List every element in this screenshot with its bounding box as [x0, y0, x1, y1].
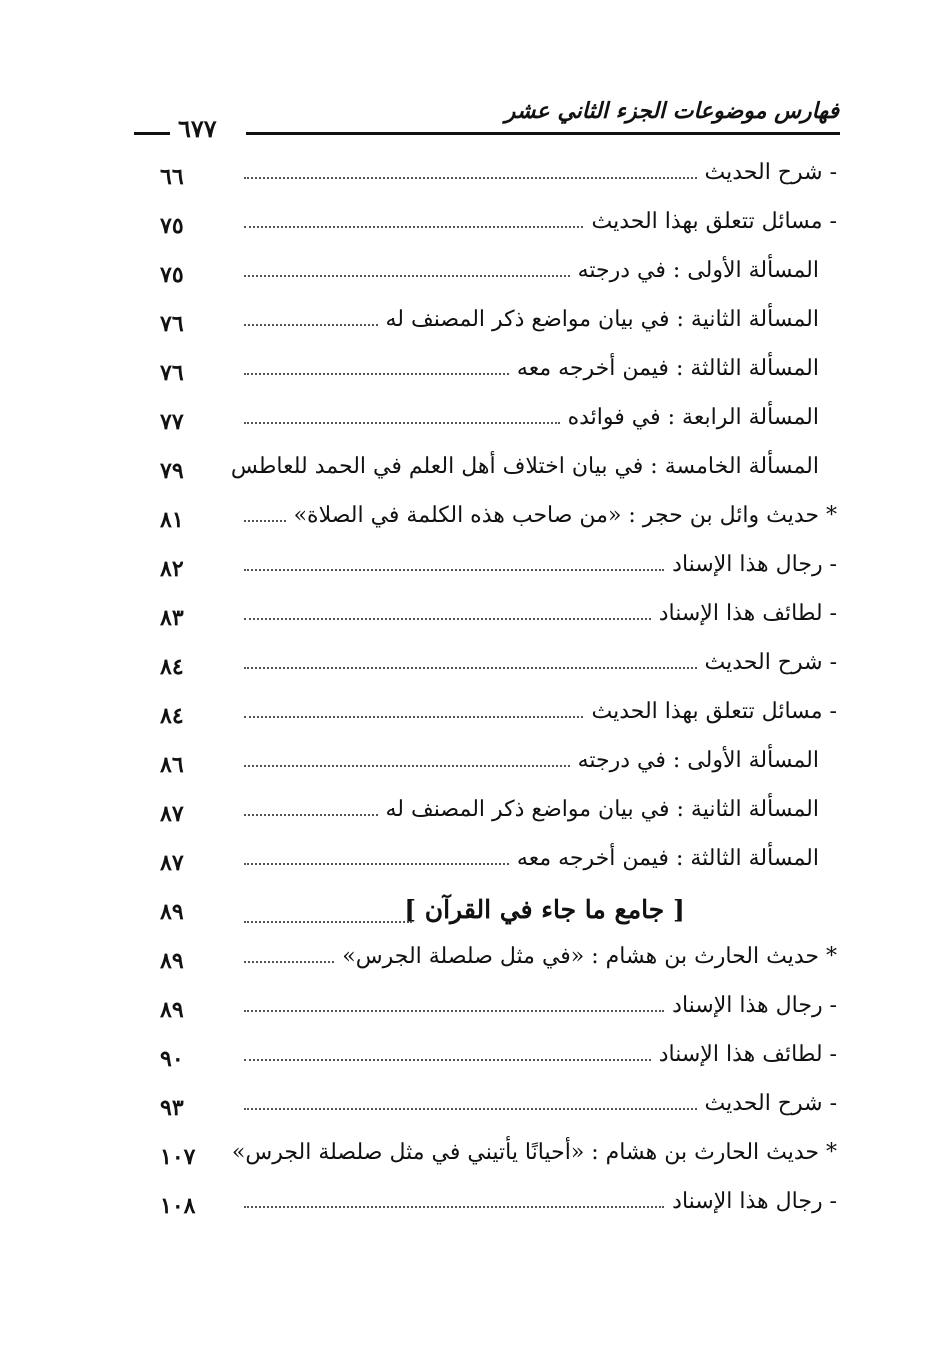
- toc-page-number: ٧٦: [160, 360, 184, 386]
- toc-page-number: ٩٠: [160, 1046, 184, 1072]
- toc-page-number: ٨٤: [160, 703, 184, 729]
- toc-entry: [0, 450, 939, 499]
- dot-leader: [244, 1206, 664, 1208]
- toc-entry-text: المسألة الثالثة : فيمن أخرجه معه: [516, 356, 819, 381]
- dot-leader: [244, 1010, 664, 1012]
- toc-entry-text: - رجال هذا الإسناد: [672, 1189, 837, 1214]
- toc-page-number: ٧٥: [160, 262, 184, 288]
- toc-entry-text: المسألة الخامسة : في بيان اختلاف أهل العلم في الحمد للعاطس: [230, 454, 819, 479]
- toc-entry: [0, 597, 939, 646]
- toc-page-number: ٧٦: [160, 311, 184, 337]
- toc-entry: [0, 1087, 939, 1136]
- toc-entry-line: [244, 1091, 837, 1116]
- toc-entry-line: [244, 160, 837, 185]
- toc-page-number: ٨٩: [160, 899, 184, 925]
- toc-entry: [0, 254, 939, 303]
- toc-page-number: ٧٥: [160, 213, 184, 239]
- toc-entry: [0, 940, 939, 989]
- toc-entry: [0, 401, 939, 450]
- toc-entry: [0, 205, 939, 254]
- dot-leader: [244, 1108, 697, 1110]
- toc-entry: [0, 646, 939, 695]
- toc-entry-line: [244, 209, 837, 234]
- dot-leader: [244, 226, 583, 228]
- toc-page-number: ٨٩: [160, 948, 184, 974]
- toc-entry-line: [244, 748, 819, 773]
- toc-entry-line: [244, 552, 837, 577]
- dot-leader: [244, 275, 570, 277]
- toc-entry-line: [244, 699, 837, 724]
- toc-entry-line: [230, 454, 819, 479]
- header-rule: [246, 132, 840, 135]
- toc-entry: [0, 842, 939, 891]
- toc-entry: [0, 303, 939, 352]
- dot-leader: [244, 716, 583, 718]
- page-number: ٦٧٧: [178, 114, 217, 143]
- toc-entry: [0, 1185, 939, 1234]
- toc-entry-text: * حديث وائل بن حجر : «من صاحب هذه الكلمة في الصلاة»: [293, 503, 837, 528]
- dot-leader: [244, 569, 664, 571]
- toc-page-number: ٨٤: [160, 654, 184, 680]
- toc-entry-text: المسألة الثانية : في بيان مواضع ذكر المصنف له: [385, 797, 819, 822]
- toc-page-number: ٨٦: [160, 752, 184, 778]
- toc-entry: [0, 989, 939, 1038]
- toc-entry-text: [ جامع ما جاء في القرآن ]: [404, 895, 685, 924]
- dot-leader: [244, 177, 697, 179]
- toc-entry: [0, 352, 939, 401]
- toc-page-number: ٨٣: [160, 605, 184, 631]
- toc-entry-line: [244, 1042, 837, 1067]
- toc-entry: [0, 744, 939, 793]
- toc-entry-text: المسألة الأولى : في درجته: [577, 748, 819, 773]
- toc-entry-text: * حديث الحارث بن هشام : «أحيانًا يأتيني في مثل صلصلة الجرس»: [231, 1140, 837, 1165]
- toc-page-number: ٦٦: [160, 164, 184, 190]
- toc-entry-line: [244, 405, 819, 430]
- toc-entry-text: * حديث الحارث بن هشام : «في مثل صلصلة الجرس»: [342, 944, 837, 969]
- toc-page-number: ٧٩: [160, 458, 184, 484]
- toc-entry: [0, 156, 939, 205]
- toc-entry: [0, 499, 939, 548]
- toc-entry-line: [244, 1189, 837, 1214]
- toc-entry-line: [244, 895, 837, 924]
- running-header-title: فهارس موضوعات الجزء الثاني عشر: [504, 98, 839, 124]
- dot-leader: [244, 667, 697, 669]
- toc-entry-text: - مسائل تتعلق بهذا الحديث: [591, 209, 837, 234]
- toc-entry-text: المسألة الأولى : في درجته: [577, 258, 819, 283]
- toc-entry-text: - لطائف هذا الإسناد: [658, 601, 837, 626]
- toc-entry-line: [244, 846, 819, 871]
- toc-page-number: ١٠٨: [160, 1193, 196, 1219]
- dot-leader: [244, 520, 286, 522]
- dot-leader: [244, 373, 509, 375]
- dot-leader: [244, 618, 651, 620]
- toc-entry: [0, 695, 939, 744]
- toc-entry-text: - شرح الحديث: [704, 160, 837, 185]
- toc-entry-text: - شرح الحديث: [704, 1091, 837, 1116]
- toc-entry-text: - رجال هذا الإسناد: [672, 993, 837, 1018]
- toc-page-number: ٨٧: [160, 801, 184, 827]
- dot-leader: [244, 765, 570, 767]
- toc-entry: [0, 1136, 939, 1185]
- toc-entry-text: - رجال هذا الإسناد: [672, 552, 837, 577]
- toc-entry-line: [244, 993, 837, 1018]
- toc-entry-line: [244, 601, 837, 626]
- toc-page-number: ٨٢: [160, 556, 184, 582]
- toc-entry: [0, 548, 939, 597]
- toc-entry-line: [244, 650, 837, 675]
- toc-entry-line: [231, 1140, 837, 1165]
- dot-leader: [244, 324, 378, 326]
- toc-page-number: ٨١: [160, 507, 184, 533]
- toc-entry-line: [244, 307, 819, 332]
- dot-leader: [244, 921, 412, 923]
- dot-leader: [244, 1059, 651, 1061]
- toc-entry-text: - شرح الحديث: [704, 650, 837, 675]
- toc-page-number: ٧٧: [160, 409, 184, 435]
- toc-entry-line: [244, 797, 819, 822]
- dot-leader: [244, 863, 509, 865]
- toc-section-heading: [0, 891, 939, 940]
- toc-entry-text: المسألة الثانية : في بيان مواضع ذكر المصنف له: [385, 307, 819, 332]
- toc-page-number: ١٠٧: [160, 1144, 196, 1170]
- toc-entry-text: المسألة الرابعة : في فوائده: [567, 405, 819, 430]
- toc-page-number: ٩٣: [160, 1095, 184, 1121]
- dot-leader: [244, 422, 560, 424]
- toc-entry-line: [244, 944, 837, 969]
- toc-entry: [0, 1038, 939, 1087]
- toc-page-number: ٨٩: [160, 997, 184, 1023]
- dot-leader: [244, 814, 378, 816]
- toc-entry-line: [244, 503, 837, 528]
- toc-entry-text: المسألة الثالثة : فيمن أخرجه معه: [516, 846, 819, 871]
- toc-entry-line: [244, 258, 819, 283]
- toc-entry: [0, 793, 939, 842]
- toc-entry-line: [244, 356, 819, 381]
- dot-leader: [244, 961, 334, 963]
- toc-entry-text: - لطائف هذا الإسناد: [658, 1042, 837, 1067]
- header-rule-short: [134, 132, 170, 135]
- toc-page-number: ٨٧: [160, 850, 184, 876]
- toc-entry-text: - مسائل تتعلق بهذا الحديث: [591, 699, 837, 724]
